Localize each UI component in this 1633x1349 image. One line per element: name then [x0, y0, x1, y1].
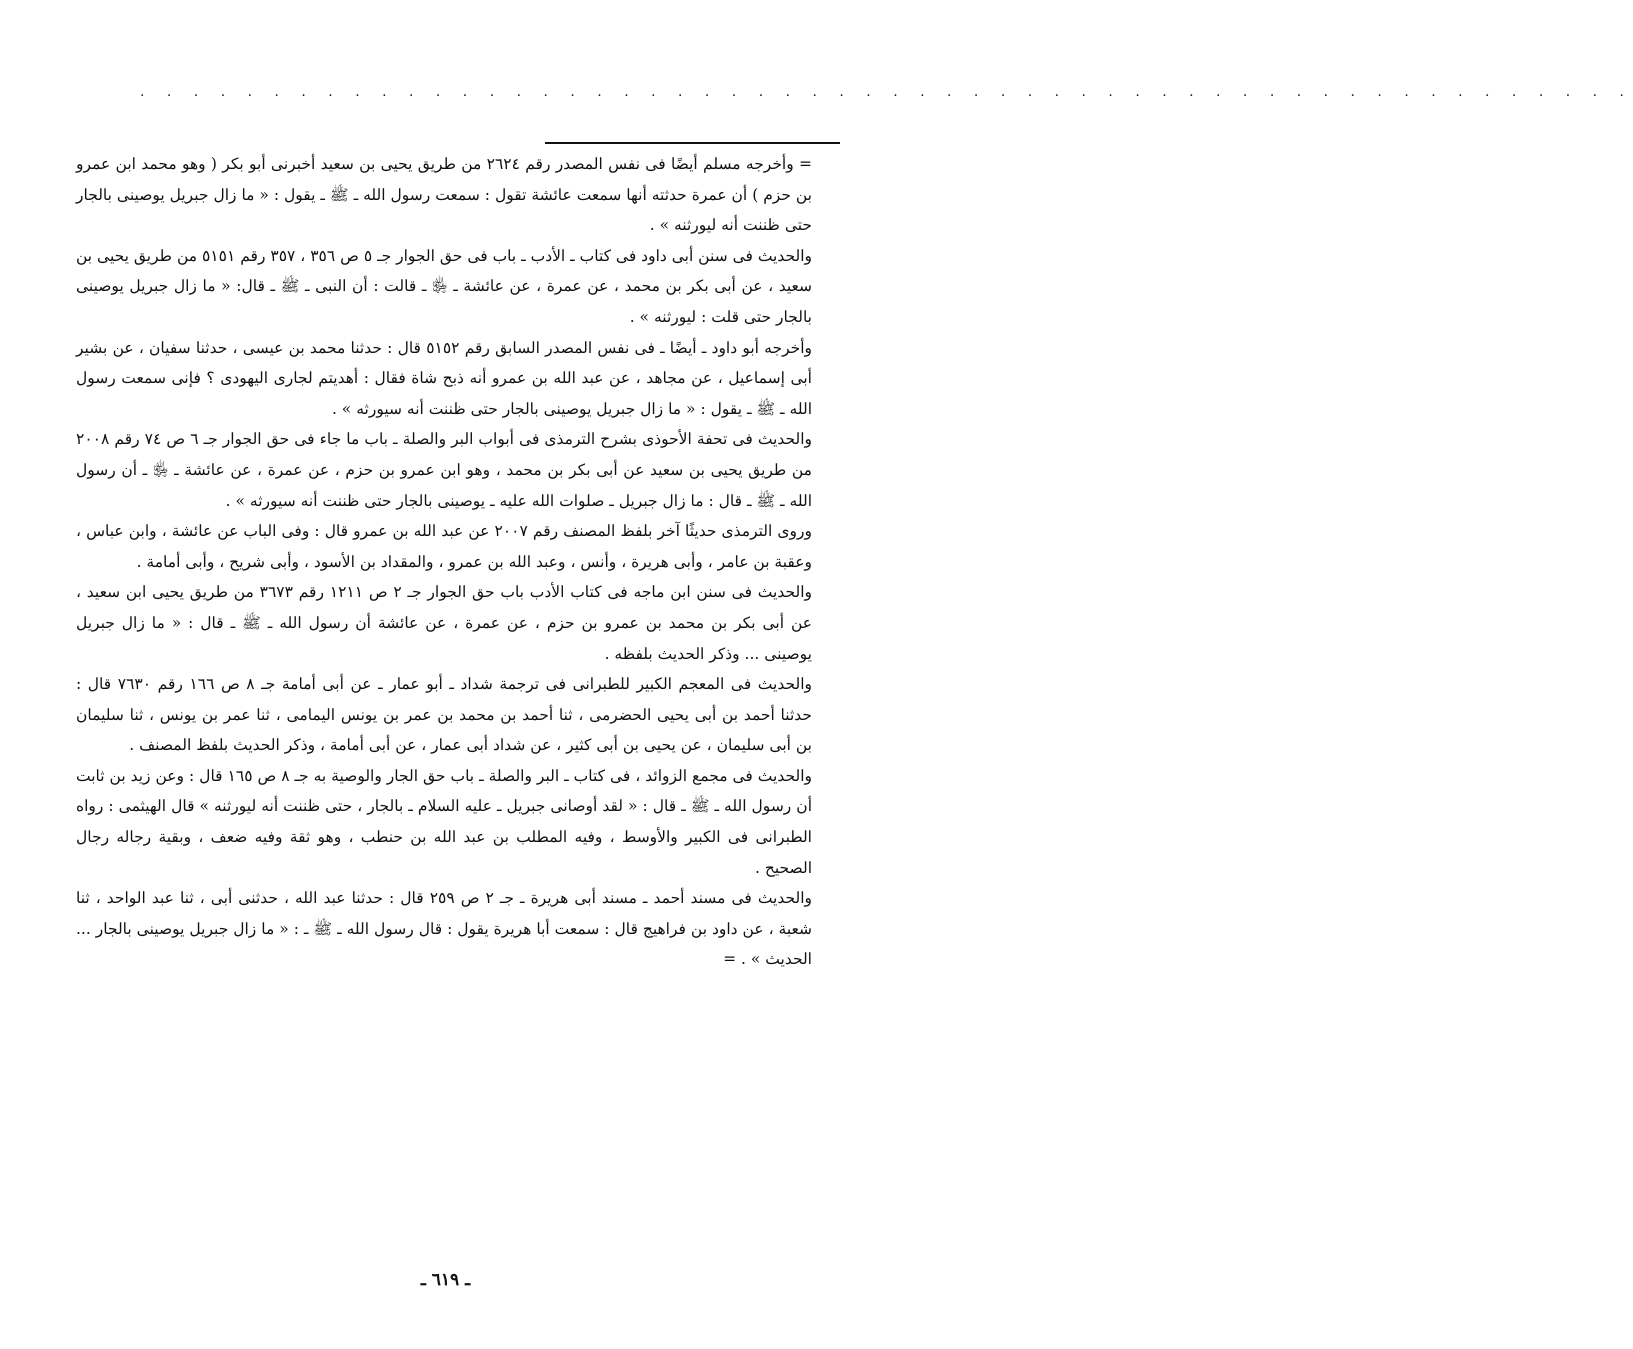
paragraph: والحديث فى المعجم الكبير للطبرانى فى ترجمة شداد ـ أبو عمار ـ عن أبى أمامة جـ ٨ ص ١٦٦ رقم ٧٦٣٠ قال : حدثنا أحمد بن أبى يحيى الحضرمى ، ثنا أحمد بن محمد بن عمر بن يونس اليمامى ، ثنا عمر بن يونس ، ثنا سليمان بن أبى سليمان ، عن يحيى بن أبى كثير ، عن شداد أبى عمار ، عن أبى أمامة ، وذكر الحديث بلفظ المصنف .	[76, 675, 812, 755]
ornamental-dotted-separator: · · · · · · · · · · · · · · · · · · · · · · · · · · · · · · · · · · · · · · · · · · · · · · · · · · · · · · · ·	[140, 88, 1633, 104]
paragraph: وأخرجه أبو داود ـ أيضًا ـ فى نفس المصدر السابق رقم ٥١٥٢ قال : حدثنا محمد بن عيسى ، حدثنا سفيان ، عن بشير أبى إسماعيل ، عن مجاهد ، عن عبد الله بن عمرو أنه ذبح شاة فقال : أهديتم لجارى اليهودى ؟ فإنى سمعت رسول الله ـ ﷺ ـ يقول : « ما زال جبريل يوصينى بالجار حتى ظننت أنه سيورثه » .	[76, 338, 813, 418]
paragraph: = وأخرجه مسلم أيضًا فى نفس المصدر رقم ٢٦٢٤ من طريق يحيى بن سعيد أخبرنى أبو بكر ( وهو محمد ابن عمرو بن حزم ) أن عمرة حدثته أنها سمعت عائشة تقول : سمعت رسول الله ـ ﷺ ـ يقول : « ما زال جبريل يوصينى بالجار حتى ظننت أنه ليورثنه » .	[76, 155, 813, 235]
paragraph: والحديث فى سنن أبى داود فى كتاب ـ الأدب ـ باب فى حق الجوار جـ ٥ ص ٣٥٦ ، ٣٥٧ رقم ٥١٥١ من طريق يحيى بن سعيد ، عن أبى بكر بن محمد ، عن عمرة ، عن عائشة ـ ﵂ ـ قالت : أن النبى ـ ﷺ ـ قال: « ما زال جبريل يوصينى بالجار حتى قلت : ليورثنه » .	[76, 246, 813, 326]
paragraph: والحديث فى تحفة الأحوذى بشرح الترمذى فى أبواب البر والصلة ـ باب ما جاء فى حق الجوار جـ ٦ ص ٧٤ رقم ٢٠٠٨ من طريق يحيى بن سعيد عن أبى بكر بن محمد ، وهو ابن عمرو بن حزم ، عن عمرة ، عن عائشة ـ ﵂ ـ أن رسول الله ـ ﷺ ـ قال : ما زال جبريل ـ صلوات الله عليه ـ يوصينى بالجار حتى ظننت أنه سيورثه » .	[76, 430, 813, 510]
footnote-body	[76, 149, 812, 975]
footnote-rule	[545, 142, 840, 144]
paragraph: والحديث فى مجمع الزوائد ، فى كتاب ـ البر والصلة ـ باب حق الجار والوصية به جـ ٨ ص ١٦٥ قال : وعن زيد بن ثابت أن رسول الله ـ ﷺ ـ قال : « لقد أوصانى جبريل ـ عليه السلام ـ بالجار ، حتى ظننت أنه ليورثنه » قال الهيثمى : رواه الطبرانى فى الكبير والأوسط ، وفيه المطلب بن عبد الله بن حنطب ، وهو ثقة وفيه ضعف ، وبقية رجاله رجال الصحيح .	[76, 766, 812, 877]
paragraph: والحديث فى سنن ابن ماجه فى كتاب الأدب باب حق الجوار جـ ٢ ص ١٢١١ رقم ٣٦٧٣ من طريق يحيى ابن سعيد ، عن أبى بكر بن محمد بن عمرو بن حزم ، عن عمرة ، عن عائشة أن رسول الله ـ ﷺ ـ قال : « ما زال جبريل يوصينى ... وذكر الحديث بلفظه .	[76, 583, 812, 663]
page-number: ـ ٦١٩ ـ	[420, 1270, 471, 1290]
paragraph: وروى الترمذى حديثًا آخر بلفظ المصنف رقم ٢٠٠٧ عن عبد الله بن عمرو قال : وفى الباب عن عائشة ، وابن عباس ، وعقبة بن عامر ، وأبى هريرة ، وأنس ، وعبد الله بن عمرو ، والمقداد بن الأسود ، وأبى شريح ، وأبى أمامة .	[76, 522, 813, 571]
paragraph: والحديث فى مسند أحمد ـ مسند أبى هريرة ـ جـ ٢ ص ٢٥٩ قال : حدثنا عبد الله ، حدثنى أبى ، ثنا عبد الواحد ، ثنا شعبة ، عن داود بن فراهيج قال : سمعت أبا هريرة يقول : قال رسول الله ـ ﷺ ـ : « ما زال جبريل يوصينى بالجار ... الحديث » . =	[76, 889, 813, 969]
